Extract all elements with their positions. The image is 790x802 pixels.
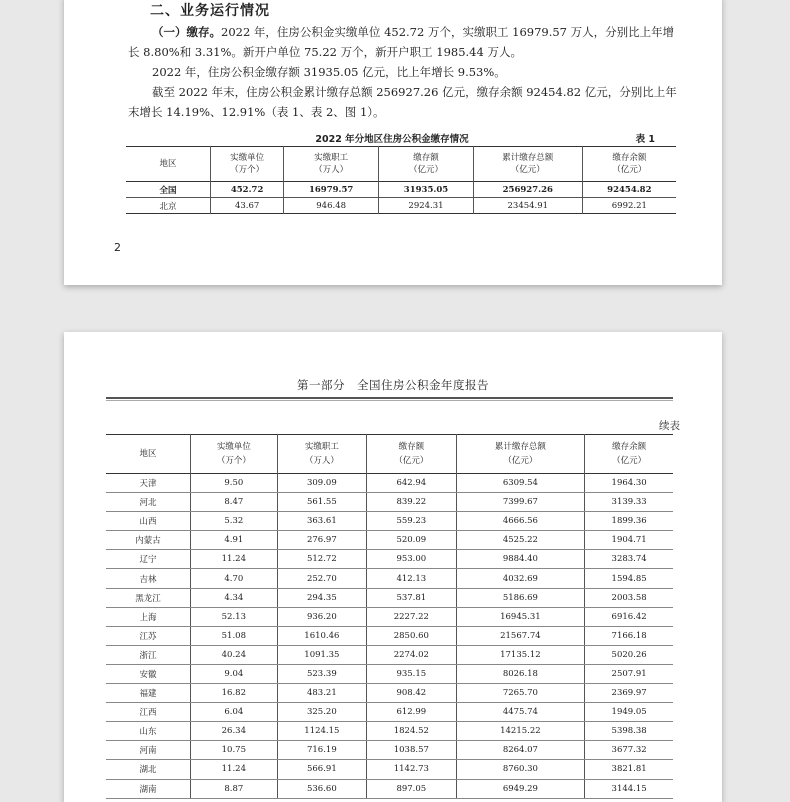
cell-value: 3139.33 (585, 493, 673, 512)
cell-value: 9884.40 (456, 550, 585, 569)
cell-value: 7166.18 (585, 626, 673, 645)
header-region: 地区 (139, 449, 157, 459)
cell-region: 全国 (126, 182, 211, 198)
table-row (106, 550, 673, 569)
cell-value: 17135.12 (456, 645, 585, 664)
table-row (106, 474, 673, 493)
page-number: 2 (114, 241, 121, 254)
cell-value: 3821.81 (585, 760, 673, 779)
cell-region: 天津 (106, 474, 191, 493)
cell-value: 2369.97 (585, 684, 673, 703)
cell-value: 2227.22 (367, 607, 456, 626)
deposit-table-1 (126, 146, 676, 214)
cell-region: 河北 (106, 493, 191, 512)
cell-value: 276.97 (277, 531, 366, 550)
cell-value: 953.00 (367, 550, 456, 569)
cell-value: 2003.58 (585, 588, 673, 607)
cell-value: 2850.60 (367, 626, 456, 645)
cell-value: 6916.42 (585, 607, 673, 626)
cell-value: 7265.70 (456, 684, 585, 703)
table-row (126, 198, 676, 214)
cell-region: 江西 (106, 703, 191, 722)
cell-value: 252.70 (277, 569, 366, 588)
cell-value: 566.91 (277, 760, 366, 779)
cell-value: 8264.07 (456, 741, 585, 760)
cell-value: 5186.69 (456, 588, 585, 607)
cell-region: 内蒙古 (106, 531, 191, 550)
cell-value: 5020.26 (585, 645, 673, 664)
cell-value: 537.81 (367, 588, 456, 607)
cell-value: 43.67 (211, 198, 284, 214)
cell-value: 452.72 (211, 182, 284, 198)
cell-value: 26.34 (191, 722, 278, 741)
cell-region: 湖北 (106, 760, 191, 779)
cell-value: 16979.57 (284, 182, 379, 198)
header-cumulative: 累计缴存总额 （亿元） (456, 435, 585, 474)
cell-value: 16.82 (191, 684, 278, 703)
cell-value: 612.99 (367, 703, 456, 722)
cell-value: 1038.57 (367, 741, 456, 760)
table-row (106, 531, 673, 550)
cell-value: 6309.54 (456, 474, 585, 493)
cell-region: 山西 (106, 512, 191, 531)
table-row (106, 607, 673, 626)
running-head: 第一部分 全国住房公积金年度报告 (297, 378, 489, 392)
cell-value: 2924.31 (379, 198, 474, 214)
cell-value: 4.34 (191, 588, 278, 607)
table-row (106, 741, 673, 760)
cell-value: 4475.74 (456, 703, 585, 722)
report-page-top (64, 0, 722, 285)
cell-value: 839.22 (367, 493, 456, 512)
cell-value: 5.32 (191, 512, 278, 531)
cell-value: 363.61 (277, 512, 366, 531)
cell-value: 6.04 (191, 703, 278, 722)
table-row (106, 493, 673, 512)
cell-value: 1594.85 (585, 569, 673, 588)
cell-value: 9.50 (191, 474, 278, 493)
header-balance: 缴存余额 （亿元） (582, 147, 676, 182)
cell-value: 1949.05 (585, 703, 673, 722)
cell-value: 52.13 (191, 607, 278, 626)
table-caption: 2022 年分地区住房公积金缴存情况 (315, 134, 469, 145)
cell-value: 8026.18 (456, 664, 585, 683)
cell-value: 23454.91 (473, 198, 582, 214)
cell-value: 11.24 (191, 760, 278, 779)
cell-region: 湖南 (106, 779, 191, 798)
cell-value: 11.24 (191, 550, 278, 569)
table-row (106, 569, 673, 588)
cell-value: 10.75 (191, 741, 278, 760)
paragraph-deposit (128, 22, 678, 62)
table-header-row (106, 435, 673, 474)
cell-value: 16945.31 (456, 607, 585, 626)
table-row (106, 626, 673, 645)
cell-value: 935.15 (367, 664, 456, 683)
cell-value: 1091.35 (277, 645, 366, 664)
cell-value: 2507.91 (585, 664, 673, 683)
header-deposit: 缴存额 （亿元） (367, 435, 456, 474)
cell-region: 辽宁 (106, 550, 191, 569)
table-row (106, 588, 673, 607)
cell-value: 642.94 (367, 474, 456, 493)
cell-value: 4525.22 (456, 531, 585, 550)
table-row (106, 645, 673, 664)
cell-region: 河南 (106, 741, 191, 760)
continued-label: 续表 (659, 420, 680, 432)
header-employees: 实缴职工 （万人） (284, 147, 379, 182)
cell-value: 536.60 (277, 779, 366, 798)
cell-value: 7399.67 (456, 493, 585, 512)
cell-value: 256927.26 (473, 182, 582, 198)
cell-value: 8.47 (191, 493, 278, 512)
table-label: 表 1 (635, 134, 655, 145)
cell-value: 412.13 (367, 569, 456, 588)
cell-value: 3283.74 (585, 550, 673, 569)
cell-value: 309.09 (277, 474, 366, 493)
cell-value: 716.19 (277, 741, 366, 760)
paragraph-cumulative: 截至 2022 年末，住房公积金累计缴存总额 256927.26 亿元，缴存余额 92454.82 亿元，分别比上年末增长 14.19%、12.91%（表 1、表 2、图 1）。 (128, 85, 677, 119)
cell-value: 21567.74 (456, 626, 585, 645)
cell-value: 51.08 (191, 626, 278, 645)
cell-region: 福建 (106, 684, 191, 703)
cell-value: 31935.05 (379, 182, 474, 198)
cell-value: 1142.73 (367, 760, 456, 779)
cell-value: 3144.15 (585, 779, 673, 798)
cell-value: 8.87 (191, 779, 278, 798)
cell-region: 上海 (106, 607, 191, 626)
cell-value: 2274.02 (367, 645, 456, 664)
cell-value: 14215.22 (456, 722, 585, 741)
table-row (106, 779, 673, 798)
cell-value: 520.09 (367, 531, 456, 550)
cell-value: 946.48 (284, 198, 379, 214)
table-row (106, 664, 673, 683)
cell-region: 安徽 (106, 664, 191, 683)
cell-value: 1610.46 (277, 626, 366, 645)
header-rule-thin (106, 400, 673, 401)
deposit-table-continued (106, 434, 673, 799)
cell-region: 吉林 (106, 569, 191, 588)
cell-value: 4666.56 (456, 512, 585, 531)
cell-value: 1124.15 (277, 722, 366, 741)
header-units: 实缴单位 （万个） (211, 147, 284, 182)
cell-value: 92454.82 (582, 182, 676, 198)
paragraph-lead: （一）缴存。 (152, 25, 221, 39)
cell-value: 325.20 (277, 703, 366, 722)
cell-value: 483.21 (277, 684, 366, 703)
cell-value: 294.35 (277, 588, 366, 607)
cell-value: 4.91 (191, 531, 278, 550)
cell-region: 浙江 (106, 645, 191, 664)
cell-value: 4.70 (191, 569, 278, 588)
cell-value: 559.23 (367, 512, 456, 531)
cell-value: 1899.36 (585, 512, 673, 531)
cell-value: 908.42 (367, 684, 456, 703)
cell-region: 黑龙江 (106, 588, 191, 607)
table-row (106, 722, 673, 741)
header-deposit: 缴存额 （亿元） (379, 147, 474, 182)
cell-value: 9.04 (191, 664, 278, 683)
cell-region: 山东 (106, 722, 191, 741)
section-title: 二、业务运行情况 (150, 3, 270, 19)
cell-value: 1964.30 (585, 474, 673, 493)
cell-value: 523.39 (277, 664, 366, 683)
cell-value: 4032.69 (456, 569, 585, 588)
header-cumulative: 累计缴存总额 （亿元） (473, 147, 582, 182)
table-row (126, 182, 676, 198)
table-header-row (126, 147, 676, 182)
report-page-bottom (64, 332, 722, 802)
table-row (106, 760, 673, 779)
cell-value: 512.72 (277, 550, 366, 569)
cell-value: 6992.21 (582, 198, 676, 214)
cell-region: 北京 (159, 201, 177, 212)
cell-value: 40.24 (191, 645, 278, 664)
cell-value: 1824.52 (367, 722, 456, 741)
header-rule (106, 397, 673, 399)
table-row (106, 512, 673, 531)
cell-region: 江苏 (106, 626, 191, 645)
cell-value: 6949.29 (456, 779, 585, 798)
cell-value: 897.05 (367, 779, 456, 798)
cell-value: 561.55 (277, 493, 366, 512)
header-employees: 实缴职工 （万人） (277, 435, 366, 474)
header-balance: 缴存余额 （亿元） (585, 435, 673, 474)
cell-value: 5398.38 (585, 722, 673, 741)
table-row (106, 684, 673, 703)
header-units: 实缴单位 （万个） (191, 435, 278, 474)
cell-value: 8760.30 (456, 760, 585, 779)
header-region: 地区 (159, 159, 177, 169)
paragraph-deposit-amount: 2022 年，住房公积金缴存额 31935.05 亿元，比上年增长 9.53%。 (152, 65, 506, 79)
cell-value: 1904.71 (585, 531, 673, 550)
cell-value: 3677.32 (585, 741, 673, 760)
cell-value: 936.20 (277, 607, 366, 626)
table-row (106, 703, 673, 722)
paragraph-text: 2022 年，住房公积金实缴单位 452.72 万个，实缴职工 16979.57 万人，分别比上年增长 8.80%和 3.31%。新开户单位 75.22 万个，新开户职工 1985.44 万人。 (128, 25, 675, 59)
